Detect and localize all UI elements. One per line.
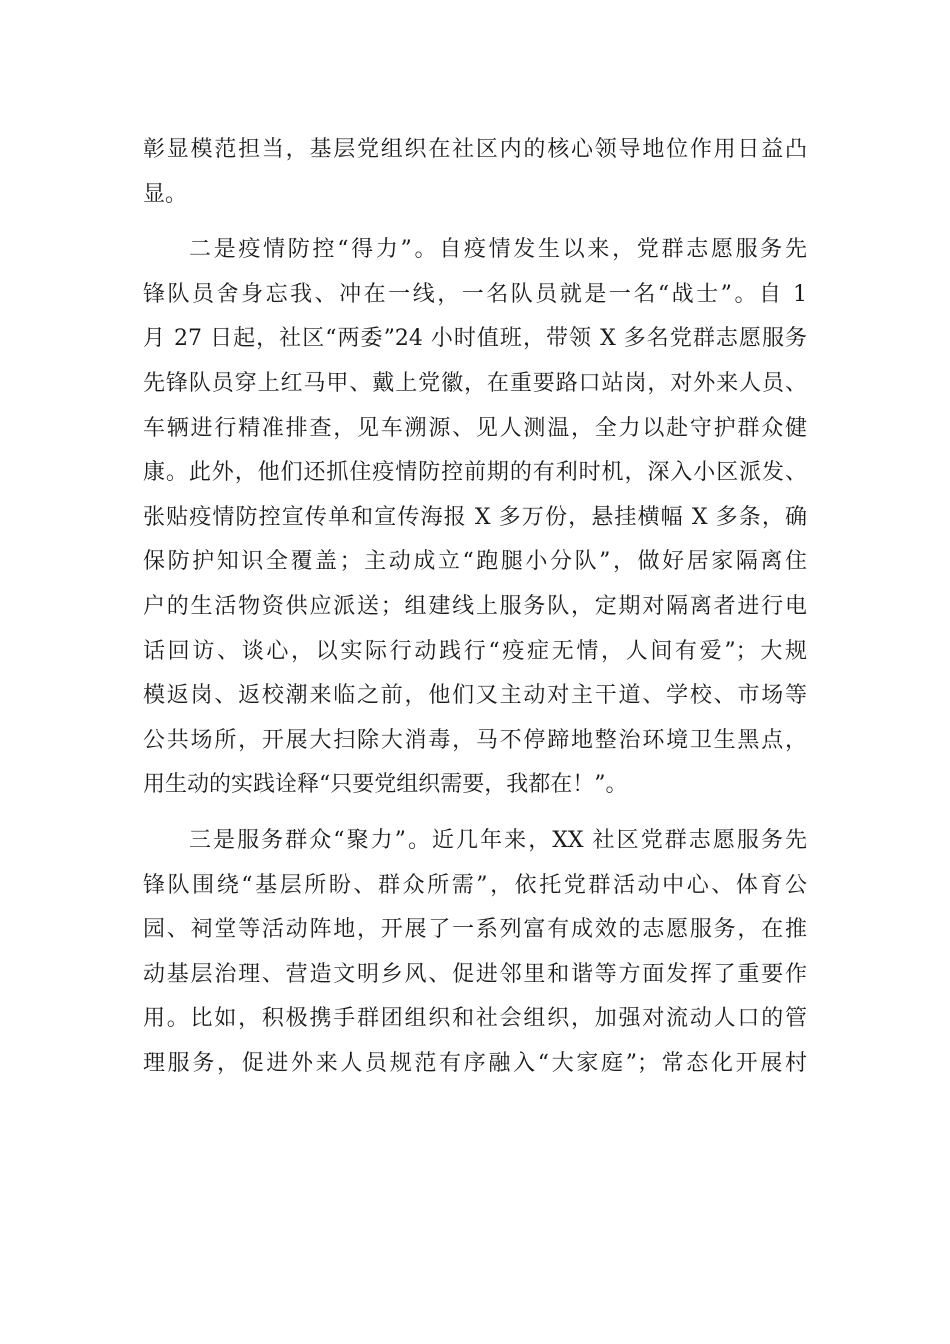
paragraph-2 (143, 228, 807, 808)
text-line: 户的生活物资供应派送；组建线上服务队，定期对隔离者进行电 (143, 593, 807, 619)
text-line: 三是服务群众“聚力”。近几年来，XX 社区党群志愿服务先 (189, 827, 807, 853)
text-line: 动基层治理、营造文明乡风、促进邻里和谐等方面发挥了重要作 (143, 961, 807, 987)
paragraph-3 (143, 819, 807, 1087)
text-line: 用。比如，积极携手群团组织和社会组织，加强对流动人口的管 (143, 1006, 807, 1032)
text-line: 话回访、谈心，以实际行动践行“疫症无情，人间有爱”；大规 (143, 638, 807, 664)
text-line: 模返岗、返校潮来临之前，他们又主动对主干道、学校、市场等 (143, 683, 807, 709)
paragraph-gap (143, 217, 807, 228)
document-body (143, 128, 807, 1086)
text-line: 理服务，促进外来人员规范有序融入“大家庭”；常态化开展村 (143, 1050, 807, 1076)
text-line: 先锋队员穿上红马甲、戴上党徽，在重要路口站岗，对外来人员、 (143, 370, 807, 396)
text-line: 锋队员舍身忘我、冲在一线，一名队员就是一名“战士”。自 1 (143, 281, 807, 307)
text-line: 锋队围绕“基层所盼、群众所需”，依托党群活动中心、体育公 (143, 872, 807, 898)
text-line: 显。 (143, 181, 188, 207)
text-line: 月 27 日起，社区“两委”24 小时值班，带领 X 多名党群志愿服务 (143, 326, 807, 352)
text-line: 康。此外，他们还抓住疫情防控前期的有利时机，深入小区派发、 (143, 460, 807, 486)
text-line: 彰显模范担当，基层党组织在社区内的核心领导地位作用日益凸 (143, 137, 807, 162)
text-line: 车辆进行精准排查，见车溯源、见人测温，全力以赴守护群众健 (143, 415, 807, 441)
text-line: 保防护知识全覆盖；主动成立“跑腿小分队”，做好居家隔离住 (143, 549, 807, 575)
text-line: 用生动的实践诠释“只要党组织需要，我都在！”。 (143, 772, 628, 798)
text-line: 园、祠堂等活动阵地，开展了一系列富有成效的志愿服务，在推 (143, 917, 807, 943)
text-line: 张贴疫情防控宣传单和宣传海报 X 多万份，悬挂横幅 X 多条，确 (143, 504, 807, 530)
paragraph-1 (143, 128, 807, 217)
text-line: 公共场所，开展大扫除大消毒，马不停蹄地整治环境卫生黑点， (143, 727, 807, 753)
paragraph-gap (143, 808, 807, 819)
text-line: 二是疫情防控“得力”。自疫情发生以来，党群志愿服务先 (189, 237, 807, 263)
